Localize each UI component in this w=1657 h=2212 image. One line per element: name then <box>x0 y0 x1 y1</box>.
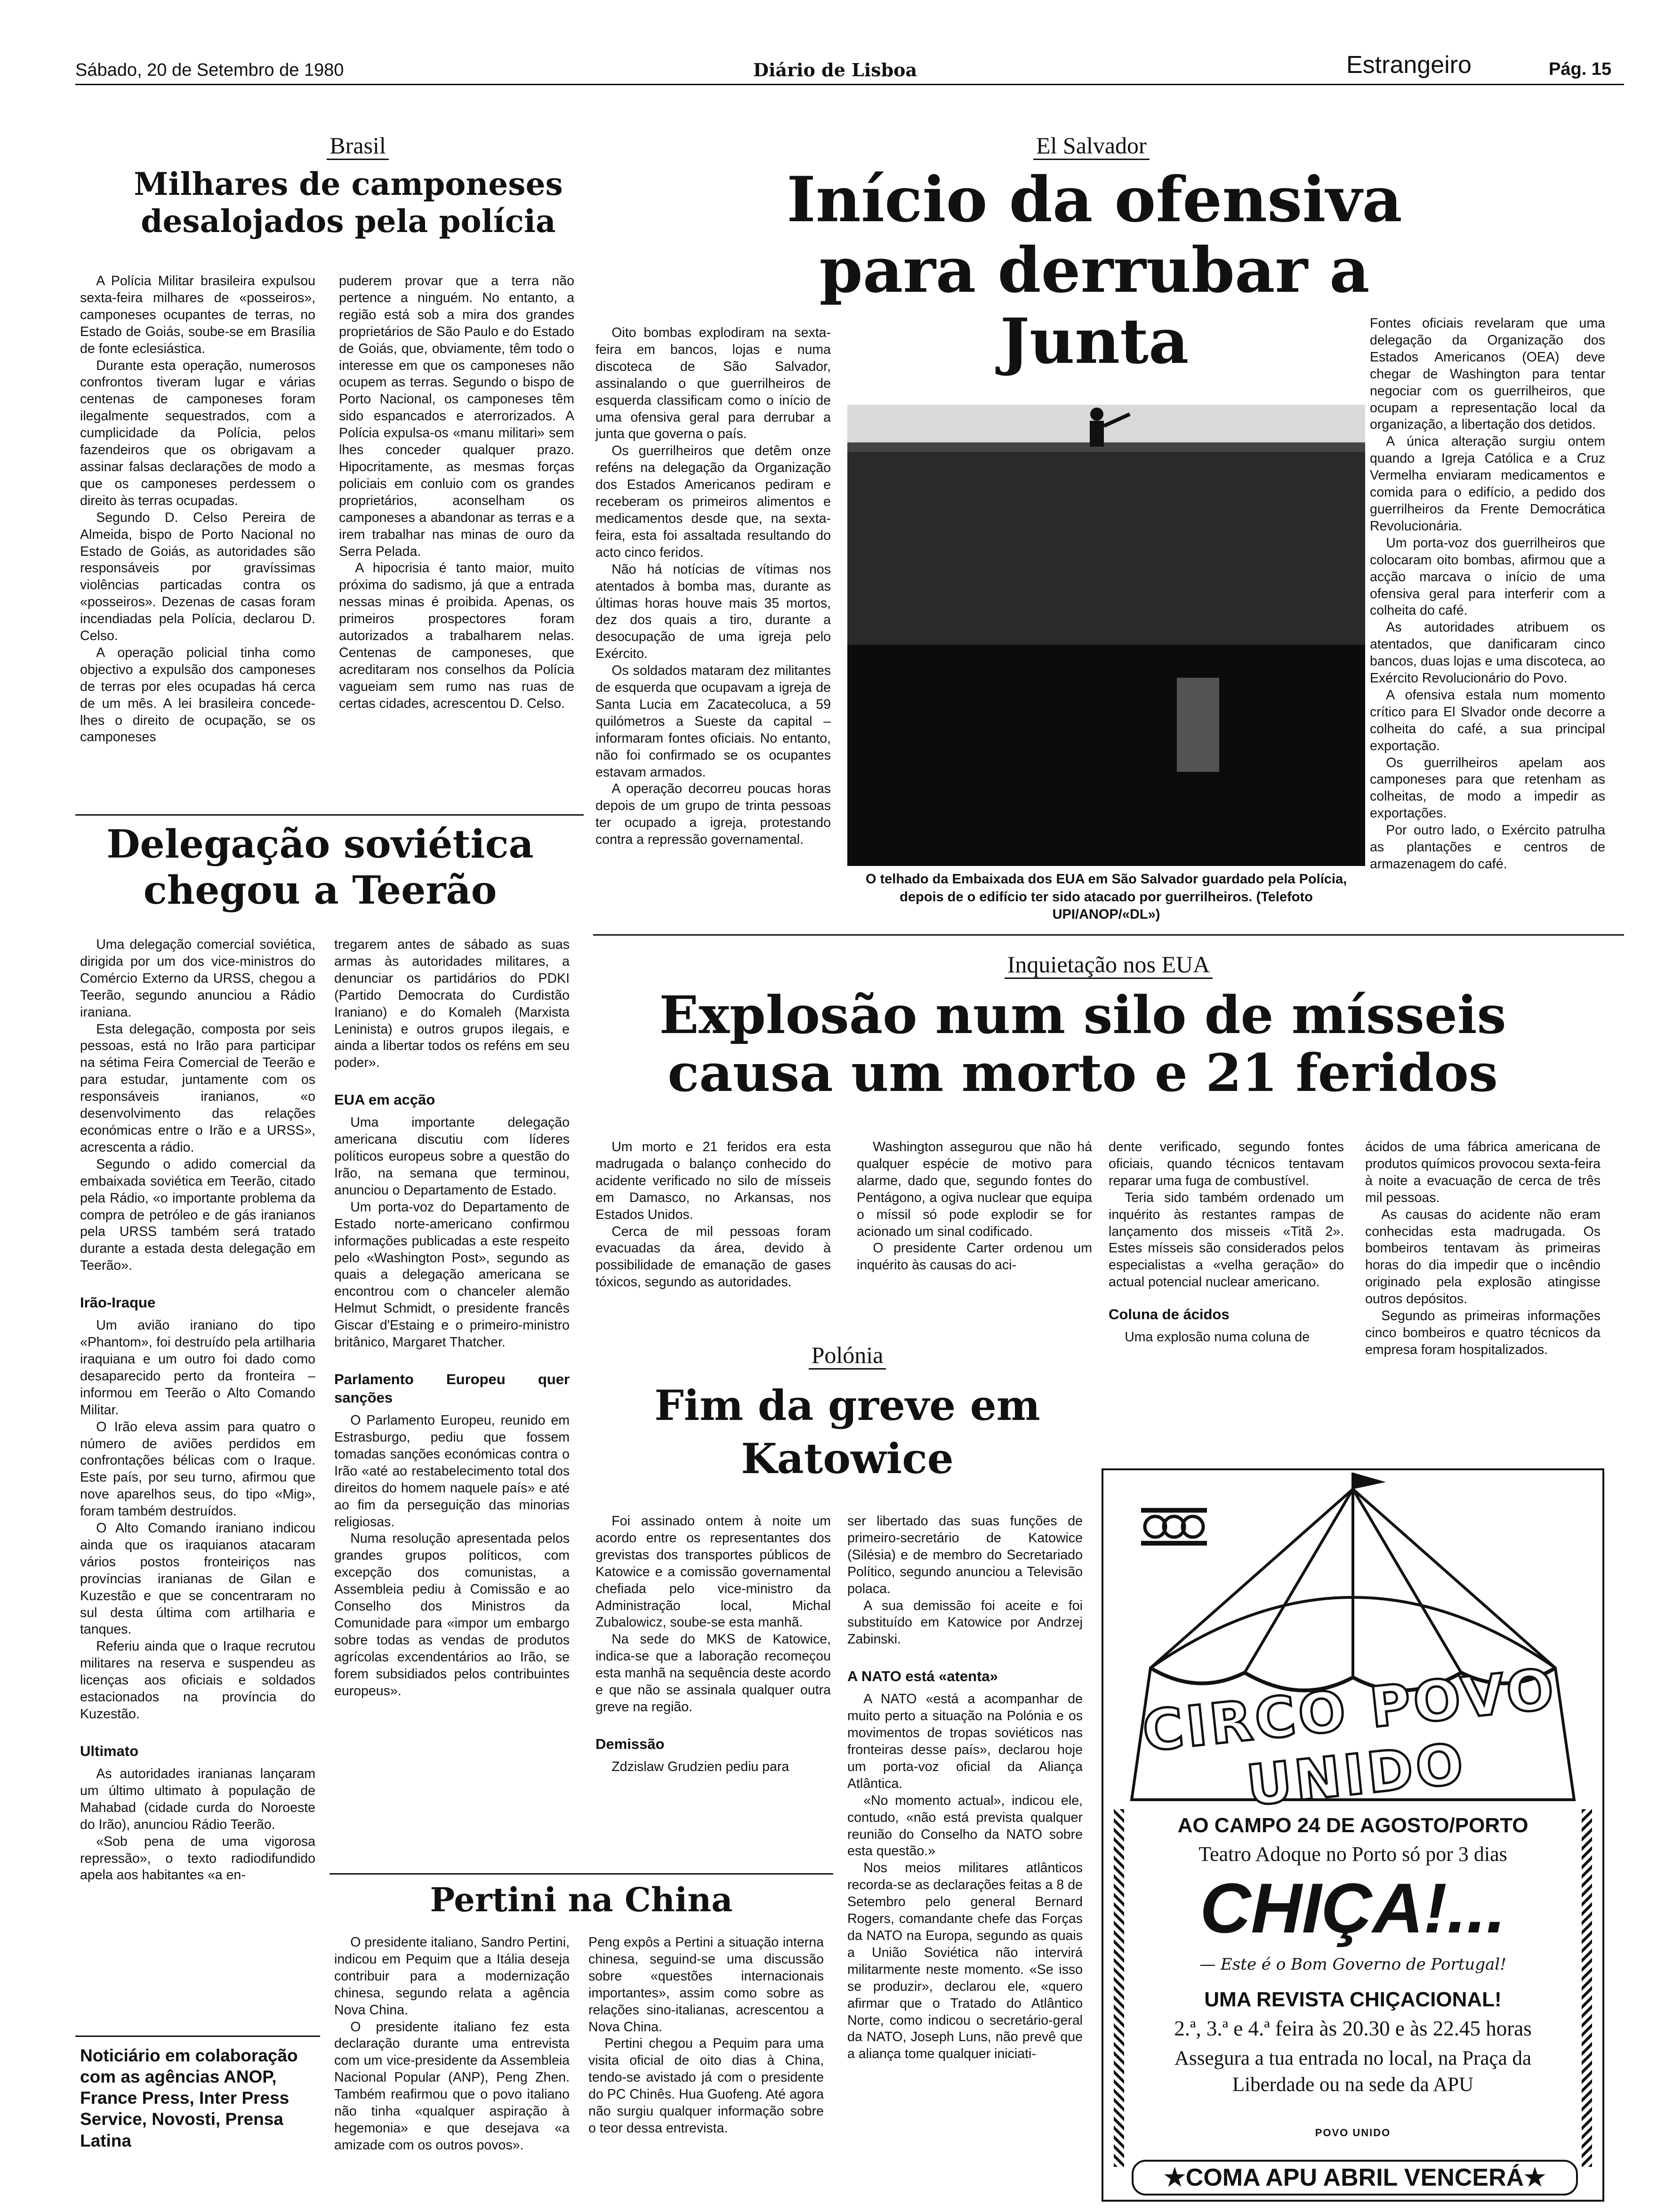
brasil-rule <box>75 814 584 816</box>
kicker-salvador: El Salvador <box>593 132 1624 159</box>
sub-coluna-acidos: Coluna de ácidos <box>1109 1306 1230 1323</box>
headline-salvador: Início da ofensiva para derrubar a Junta <box>787 163 1402 378</box>
embassy-photo <box>847 405 1365 866</box>
photo-illustration <box>847 405 1365 866</box>
agency-credit: Noticiário em colaboração com as agências ANOP, France Press, Inter Press Service, Novosti, Prensa Latina <box>80 2046 298 2150</box>
circus-advertisement <box>1102 1468 1604 2202</box>
headline-china: Pertini na China <box>430 1880 733 1919</box>
masthead-section: Estrangeiro <box>1346 51 1472 79</box>
sub-parlamento: Parlamento Europeu quer sanções <box>334 1370 570 1406</box>
kicker-brasil: Brasil <box>75 132 584 159</box>
teerao-col2: tregarem antes de sábado as suas armas às autoridades militares, a denunciar os partidários do PDKI (Partido Democrata do Curdistão Iraniano) e do Komaleh (Marxista Leninista) e outros grupos ilegais, e ainda a libertar todos os reféns em seu poder». EUA em acção Uma importante delegação americana discutiu com líderes políticos europeus sobre a questão do Irão, na semana que terminou, anunciou o Departamento de Estado. Um porta-voz do Departamento de Estado norte-americano confirmou informações publicadas a este respeito pelo «Washington Post», segundo as quais a delegação americana se encontrou com o chanceler alemão Helmut Schmidt, o presidente francês Giscar d'Estaing e o primeiro-ministro britânico, Margaret Thatcher. Parlamento Europeu quer sanções O Parlamento Europeu, reunido em Estrasburgo, pediu que fossem tomadas sanções económicas contra o Irão «até ao restabelecimento total dos direitos do homem naquele país» e até ao fim da perseguição das minorias religiosas. Numa resolução apresentada pelos grandes grupos políticos, com excepção dos comunistas, a Assembleia pediu à Comissão e ao Conselho dos Ministros da Comunidade para «impor um embargo sobre todas as vendas de produtos agrícolas excendentários ao Irão, se forem subsidiados pelos contribuintes europeus». <box>334 937 570 1699</box>
kicker-eua: Inquietação nos EUA <box>593 951 1624 978</box>
sub-irao-iraque: Irão-Iraque <box>80 1294 156 1311</box>
eua-col3: dente verificado, segundo fontes oficiais, quando técnicos tentavam reparar uma fuga de combustível. Teria sido também ordenado um inquérito às restantes rampas de lançamento dos misseis «Titã 2». Estes mísseis são considerados pelos especialistas a «velha geração» do actual potencial nuclear americano. Coluna de ácidos Uma explosão numa coluna de <box>1109 1139 1344 1345</box>
ad-revista: UMA REVISTA CHIÇACIONAL! <box>1204 1988 1502 2011</box>
brasil-col2: puderem provar que a terra não pertence a ninguém. No entanto, a região está sob a mira dos grandes proprietários de São Paulo e do Estado de Goiás, que, obviamente, têm todo o interesse em que os camponeses não ocupem as terras. Segundo o bispo de Porto Nacional, os camponeses têm sido espancados e aterrorizados. A Polícia expulsa-os «manu militari» sem lhes conceder qualquer prazo. Hipocritamente, as mesmas forças policiais em conluio com os grandes proprietários, aconselham os camponeses a abandonar as terras e a irem trabalhar nas minas de ouro da Serra Pelada. A hipocrisia é tanto maior, muito próxima do sadismo, já que a entrada nessas minas é proibida. Apenas, os primeiros prospectores foram autorizados a trabalharem nelas. Centenas de camponeses, que acreditaram nos conselhos da Polícia vagueiam sem rumo nas ruas de certas cidades, acrescentou D. Celso. <box>339 273 574 711</box>
ad-right-border <box>1582 1809 1592 2167</box>
ad-showtimes: 2.ª, 3.ª e 4.ª feira às 20.30 e às 22.45 horas <box>1174 2017 1532 2040</box>
sub-eua-em-accao: EUA em acção <box>334 1091 435 1108</box>
salvador-col3: Fontes oficiais revelaram que uma delegação da Organização dos Estados Americanos (OEA) deve chegar de Washington para tentar negociar com os guerrilheiros, que ocupam a representação local da organização, a libertação dos detidos. A única alteração surgiu ontem quando a Igreja Católica e a Cruz Vermelha enviaram medicamentos e comida para o edifício, a pedido dos guerrilheiros da Frente Democrática Revolucionária. Um porta-voz dos guerrilheiros que colocaram oito bombas, afirmou que a acção marcava o início de uma ofensiva geral para interferir com a colheita do café. As autoridades atribuem os atentados, que danificaram cinco bancos, duas lojas e uma discoteca, ao Exército Revolucionário do Povo. A ofensiva estala num momento crítico para El Slvador onde decorre a colheita do café, a sua principal exportação. Os guerrilheiros apelam aos camponeses para que retenham as colheitas, de modo a impedir as exportações. Por outro lado, o Exército patrulha as plantações e centros de armazenagem do café. <box>1370 316 1605 872</box>
ad-footer-slogan: ★COMA APU ABRIL VENCERÁ★ <box>1132 2160 1578 2196</box>
ad-ticket-info: Assegura a tua entrada no local, na Praça da Liberdade ou na sede da APU <box>1174 2047 1532 2096</box>
ad-brand: POVO UNIDO <box>1315 2127 1391 2139</box>
ad-tagline: — Este é o Bom Governo de Portugal! <box>1199 1955 1506 1974</box>
masthead-paper: Diário de Lisboa <box>753 59 917 80</box>
sub-nato: A NATO está «atenta» <box>847 1668 998 1685</box>
china-col2: Peng expôs a Pertini a situação interna chinesa, seguind-se uma discussão sobre «questões internacionais importantes», assim como sobre as relações sino-italianas, acrescentou a Nova China. Pertini chegou a Pequim para uma visita oficial de oito dias à China, tendo-se avistado já com o presidente do PC Chinês. Hua Guofeng. Até agora não surgiu qualquer informação sobre o teor dessa entrevista. <box>588 1935 824 2136</box>
brasil-col1: A Polícia Militar brasileira expulsou sexta-feira milhares de «posseiros», camponeses ocupantes de terras, no Estado de Goiás, soube-se em Brasília de fonte eclesiástica. Durante esta operação, numerosos confrontos tiveram lugar e várias centenas de camponeses foram ilegalmente sequestrados, com a cumplicidade da Polícia, pelos fazendeiros que os obrigavam a assinar falsas declarações de modo a que os camponeses perdessem o direito às terras ocupadas. Segundo D. Celso Pereira de Almeida, bispo de Porto Nacional no Estado de Goiás, as autoridades são responsáveis por gravíssimas violências particadas contra os «posseiros». Dezenas de casas foram incendiadas pela Polícia, declarou D. Celso. A operação policial tinha como objectivo a expulsão dos camponeses de terras por eles ocupadas há cerca de um mês. A lei brasileira concede-lhes o direito de ocupação, se os camponeses <box>80 273 315 745</box>
masthead-rule <box>75 84 1624 85</box>
headline-eua: Explosão num silo de mísseis causa um morto e 21 feridos <box>659 985 1506 1104</box>
ad-line1: AO CAMPO 24 DE AGOSTO/PORTO <box>1177 1814 1528 1837</box>
eua-col2: Washington assegurou que não há qualquer espécie de motivo para alarme, dado que, segundo fontes do Pentágono, a ogiva nuclear que equipa o míssil só pode explodir se for acionado um sinal codificado. O presidente Carter ordenou um inquérito às causas do aci- <box>857 1139 1092 1273</box>
teerao-col1: Uma delegação comercial soviética, dirigida por um dos vice-ministros do Comércio Externo da URSS, chegou a Teerão, segundo anunciou a Rádio iraniana. Esta delegação, composta por seis pessoas, está no Irão para participar na sétima Feira Comercial de Teerão e para estudar, juntamente com os responsáveis iranianos, «o desenvolvimento das relações económicas entre o Irão e a URSS», acrescenta a rádio. Segundo o adido comercial da embaixada soviética em Teerão, citado pela Rádio, «o importante problema da compra de petróleo e de gás iranianos pela URSS também será tratado durante a estada desta delegação em Teerão». Irão-Iraque Um avião iraniano do tipo «Phantom», foi destruído pela artilharia iraquiana e um outro foi dado como desaparecido perto da fronteira – informou em Teerão o Alto Comando Militar. O Irão eleva assim para quatro o número de aviões perdidos em confrontações bélicas com o Iraque. Este país, por seu turno, afirmou que nove aparelhos seus, do tipo «Mig», foram também destruídos. O Alto Comando iraniano indicou ainda que os iraquianos atacaram vários postos fronteiriços nas províncias iranianas de Gilan e Kuzestão e que se concentraram no sul desta última com artilharia e tanques. Referiu ainda que o Iraque recrutou militares na reserva e suspendeu as licenças aos oficiais e soldados estacionados na província do Kuzestão. Ultimato As autoridades iranianas lançaram um último ultimato à população de Mahabad (cidade curda do Noroeste do Irão), anunciou Rádio Teerão. «Sob pena de uma vigorosa repressão», o texto radiodifundido apela aos habitantes «a en- <box>80 937 315 1883</box>
polonia-col1: Foi assinado ontem à noite um acordo entre os representantes dos grevistas dos transportes públicos de Katowice e a comissão governamental chefiada pelo vice-ministro da Administração local, Michal Zubalowicz, soube-se esta manhã. Na sede do MKS de Katowice, indica-se que a laboração recomeçou esta manhã na sequência deste acordo e que não se assinala qualquer outra greve na região. Demissão Zdzislaw Grudzien pediu para <box>595 1514 831 1774</box>
masthead-page: Pág. 15 <box>1549 59 1612 79</box>
salvador-rule <box>593 934 1624 936</box>
credit-rule <box>75 2036 320 2037</box>
headline-teerao: Delegação soviética chegou a Teerão <box>106 822 534 914</box>
salvador-col1: Oito bombas explodiram na sexta-feira em bancos, lojas e numa discoteca de São Salvador, assinalando o que guerrilheiros de esquerda classificam como o início de uma ofensiva geral para derrubar a junta que governa o país. Os guerrilheiros que detêm onze reféns na delegação da Organização dos Estados Americanos pediram e receberam os primeiros alimentos e medicamentos desde que, na sexta-feira, esta foi assaltada resultando do acto cinco feridos. Não há notícias de vítimas nos atentados à bomba mas, durante as últimas horas houve mais 35 mortos, dez dos quais a tiro, durante a desocupação de uma igreja pelo Exército. Os soldados mataram dez militantes de esquerda que ocupavam a igreja de Santa Lucia em Zacatecoluca, a 59 quilómetros a Sueste da capital – informaram fontes oficiais. No entanto, não foi confirmado se os ocupantes estavam armados. A operação decorreu poucas horas depois de um grupo de trinta pessoas ter ocupado a igreja, protestando contra a repressão governamental. <box>595 325 831 848</box>
circus-arch-title: CIRCO POVO UNIDO <box>1139 1656 1560 1819</box>
sub-demissao: Demissão <box>595 1735 665 1752</box>
china-rule <box>330 1873 833 1875</box>
ad-line2: Teatro Adoque no Porto só por 3 dias <box>1199 1843 1507 1866</box>
eua-col4: ácidos de uma fábrica americana de produtos químicos provocou sexta-feira à noite a evacuação de cerca de três mil pessoas. As causas do acidente não eram conhecidas esta madrugada. Os bombeiros tentavam às primeiras horas do dia impedir que o incêndio originado pela explosão atingisse outros depósitos. Segundo as primeiras informações cinco bombeiros e quatro técnicos da empresa foram hospitalizados. <box>1365 1139 1601 1357</box>
masthead-date: Sábado, 20 de Setembro de 1980 <box>75 60 344 80</box>
headline-polonia: Fim da greve em Katowice <box>654 1381 1040 1483</box>
ad-left-border <box>1114 1809 1124 2167</box>
povo-unido-logo <box>1141 1508 1207 1546</box>
headline-brasil: Milhares de camponeses desalojados pela polícia <box>134 166 563 240</box>
ad-show-title: CHIÇA!... <box>1200 1868 1506 1948</box>
eua-col1: Um morto e 21 feridos era esta madrugada o balanço conhecido do acidente verificado no silo de mísseis em Damasco, no Arkansas, nos Estados Unidos. Cerca de mil pessoas foram evacuadas da área, devido à possibilidade de emanação de gases tóxicos, segundo as autoridades. <box>595 1139 831 1290</box>
polonia-col2: ser libertado das suas funções de primeiro-secretário de Katowice (Silésia) e de membro do Secretariado Político, segundo anunciou a Televisão polaca. A sua demissão foi aceite e foi substituído em Katowice por Andrzej Zabinski. A NATO está «atenta» A NATO «está a acompanhar de muito perto a situação na Polónia e os movimentos de tropas soviéticos nas fronteiras desse país», declarou hoje um porta-voz oficial da Aliança Atlântica. «No momento actual», indicou ele, contudo, «não está prevista qualquer reunião do Conselho da NATO sobre esta questão.» Nos meios militares atlânticos recorda-se as declarações feitas a 8 de Setembro pelo general Bernard Rogers, comandante chefe das Forças da NATO na Europa, segundo as quais a União Soviética não intervirá militarmente neste momento. «Se isso se produzir», declarou ele, «quero afirmar que o Tratado do Atlântico Norte, como indicou o secretário-geral da NATO, Joseph Luns, não prevê que a aliança tome qualquer iniciati- <box>847 1514 1083 2062</box>
kicker-polonia: Polónia <box>593 1341 1102 1369</box>
sub-ultimato: Ultimato <box>80 1742 138 1759</box>
china-col1: O presidente italiano, Sandro Pertini, indicou em Pequim que a Itália deseja contribuir para a modernização chinesa, segundo relata a agência Nova China. O presidente italiano fez esta declaração durante uma entrevista com um vice-presidente da Assembleia Nacional Popular (ANP), Peng Zhen. Também reafirmou que o povo italiano não tinha «qualquer aspiração à hegemonia» e que desejava «a amizade com os outros povos». <box>334 1935 570 2153</box>
photo-caption: O telhado da Embaixada dos EUA em São Salvador guardado pela Polícia, depois de o edifício ter sido atacado por guerrilheiros. (Telefoto UPI/ANOP/«DL») <box>865 872 1347 922</box>
article-brasil <box>75 132 584 249</box>
